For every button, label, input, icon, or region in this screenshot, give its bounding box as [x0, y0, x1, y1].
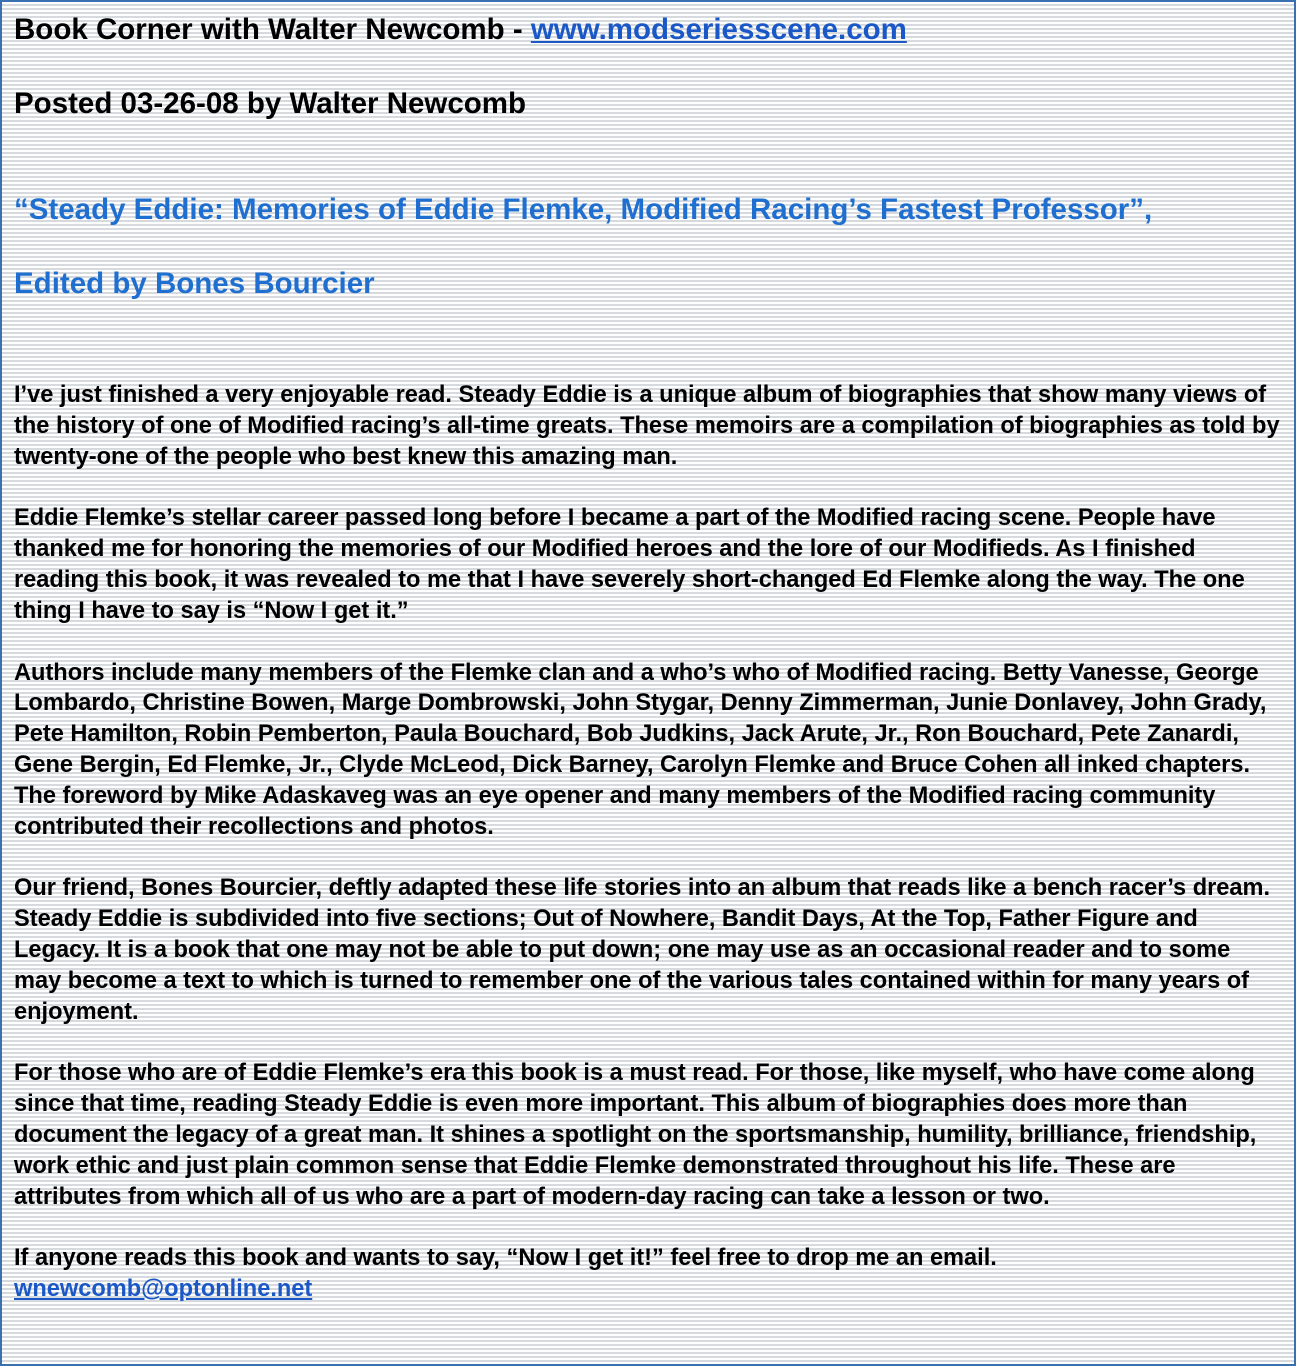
closing-paragraph: [14, 1243, 1282, 1305]
book-editor: Edited by Bones Bourcier: [14, 267, 375, 300]
email-link[interactable]: wnewcomb@optonline.net: [14, 1276, 313, 1303]
paragraph: For those who are of Eddie Flemke’s era this book is a must read. For those, like myself, who have come along since that time, reading Steady Eddie is even more important. This album of biographies does more than document the legacy of a great man. It shines a spotlight on the sportsmanship, humility, brilliance, friendship, work ethic and just plain common sense that Eddie Flemke demonstrated throughout his life. These are attributes from which all of us who are a part of modern-day racing can take a lesson or two.: [14, 1060, 1257, 1210]
paragraph: Authors include many members of the Flemke clan and a who’s who of Modified racing. Betty Vanesse, George Lombardo, Christine Bowen, Marge Dombrowski, John Stygar, Denny Zimmerman, Junie Donlavey, John Grady, Pete Hamilton, Robin Pemberton, Paula Bouchard, Bob Judkins, Jack Arute, Jr., Ron Bouchard, Pete Zanardi, Gene Bergin, Ed Flemke, Jr., Clyde McLeod, Dick Barney, Carolyn Flemke and Bruce Cohen all inked chapters. The foreword by Mike Adaskaveg was an eye opener and many members of the Modified racing community contributed their recollections and photos.: [14, 659, 1267, 840]
header-prefix: Book Corner with Walter Newcomb -: [14, 13, 531, 46]
book-title: “Steady Eddie: Memories of Eddie Flemke, Modified Racing’s Fastest Professor”,: [14, 193, 1153, 226]
paragraph: I’ve just finished a very enjoyable read. Steady Eddie is a unique album of biographies that show many views of the history of one of Modified racing’s all-time greats. These memoirs are a compilation of biographies as told by twenty-one of the people who best knew this amazing man.: [14, 382, 1280, 470]
posted-line: Posted 03-26-08 by Walter Newcomb: [14, 87, 527, 120]
header-line: [14, 12, 1282, 48]
paragraph: Eddie Flemke’s stellar career passed long before I became a part of the Modified racing scene. People have thanked me for honoring the memories of our Modified heroes and the lore of our Modifieds. As I finished reading this book, it was revealed to me that I have severely short-changed Ed Flemke along the way. The one thing I have to say is “Now I get it.”: [14, 505, 1245, 624]
site-link[interactable]: www.modseriesscene.com: [530, 13, 907, 46]
paragraph: Our friend, Bones Bourcier, deftly adapted these life stories into an album that reads like a bench racer’s dream. Steady Eddie is subdivided into five sections; Out of Nowhere, Bandit Days, At the Top, Father Figure and Legacy. It is a book that one may not be able to put down; one may use as an occasional reader and to some may become a text to which is turned to remember one of the various tales contained within for many years of enjoyment.: [14, 875, 1271, 1025]
closing-text: If anyone reads this book and wants to say, “Now I get it!” feel free to drop me an email.: [14, 1245, 997, 1272]
